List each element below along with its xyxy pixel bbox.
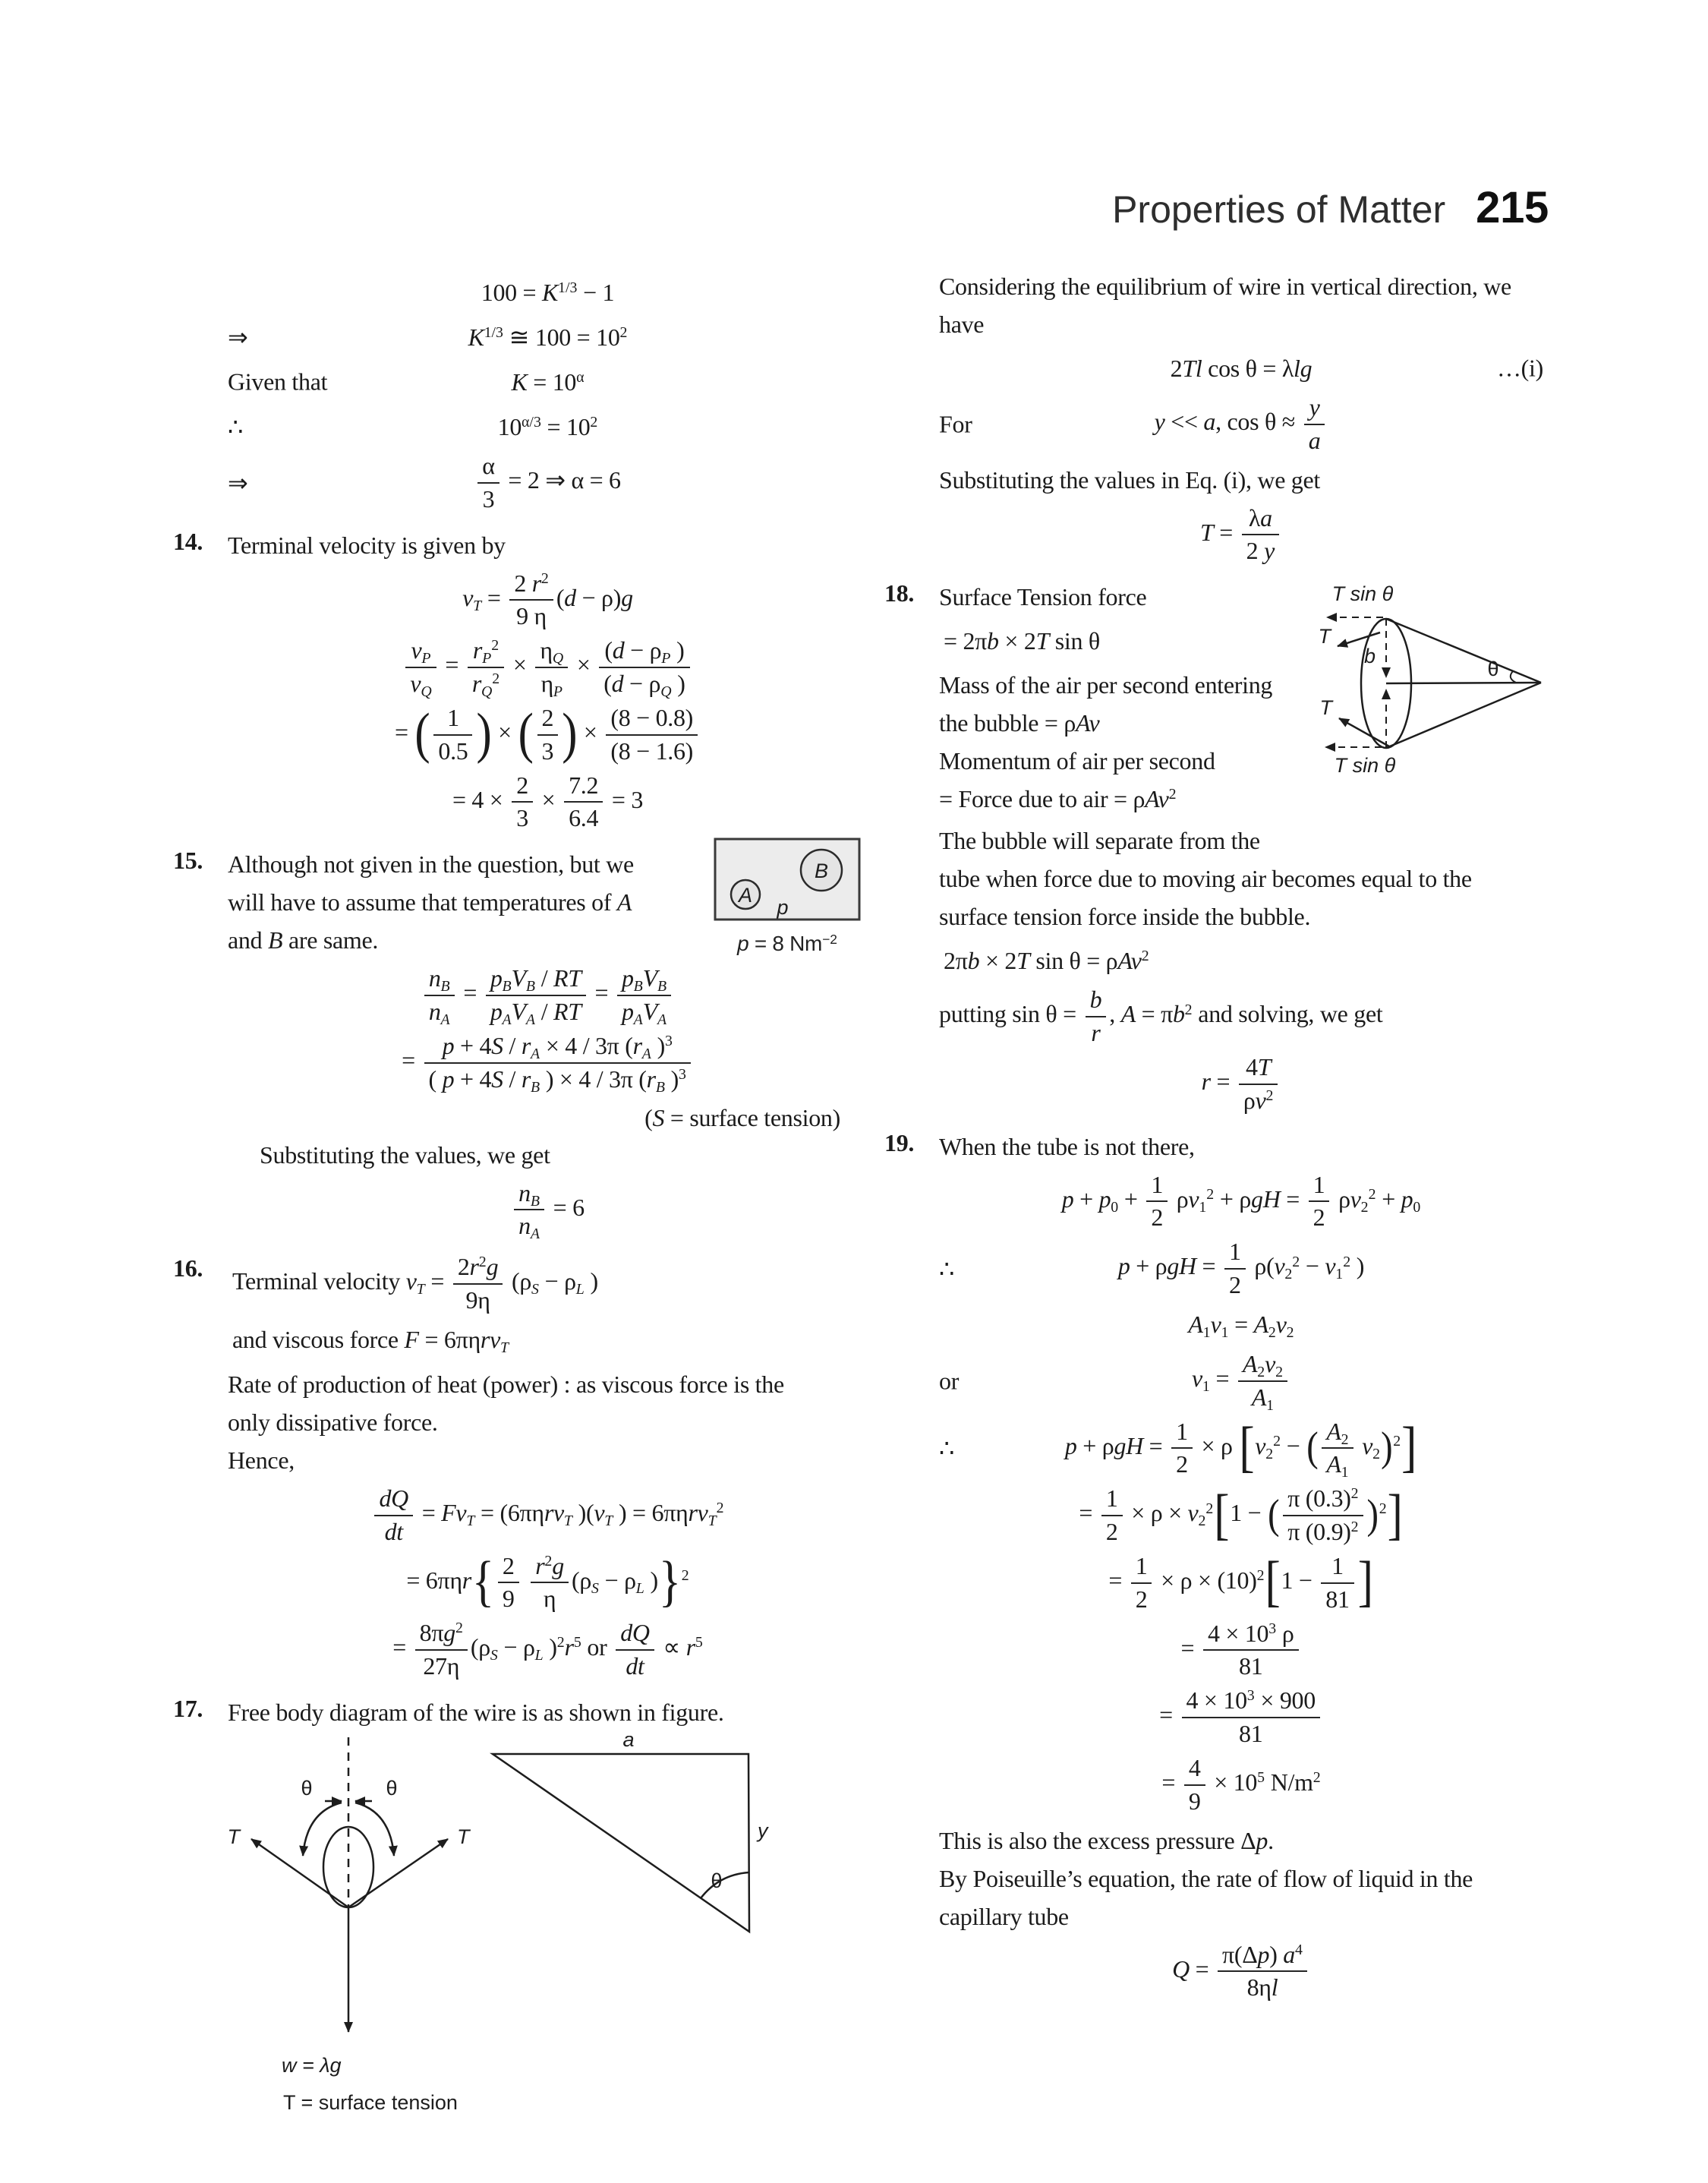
item-number-14: 14. xyxy=(173,527,203,555)
equation: T = $\frac{\lambda a}{2 y}$ xyxy=(1196,504,1287,566)
text-line: The bubble will separate from the xyxy=(939,827,1260,855)
figure-free-body-diagram xyxy=(173,1736,868,2115)
equation-row xyxy=(228,273,868,312)
item-14 xyxy=(173,526,868,834)
equation: $\frac{v_P}{v_Q}$ = $\frac{r_P^2}{r_Q^2}$ × $\frac{\eta_Q}{\eta_P}$ × $\frac{(d - \rho_P )}{(d - \rho_Q )}$ xyxy=(398,636,697,699)
equation-row xyxy=(939,349,1543,388)
item-15-substituting: Substituting the values, we get xyxy=(260,1140,550,1169)
text-line: capillary tube xyxy=(939,1902,1069,1930)
equation: $100 = K^{1/3} - 1$ xyxy=(481,278,615,306)
item-14-intro: Terminal velocity is given by xyxy=(228,531,506,559)
equation-row xyxy=(939,1418,1543,1480)
item-number-18: 18. xyxy=(884,579,915,607)
item-18-putting: putting sin θ = $\frac{b}{r}$ , $A = \pi b^2$ and solving, we get xyxy=(939,986,1383,1047)
item-15-text xyxy=(228,845,699,959)
equation: = 2πb × 2T sin θ xyxy=(944,626,1100,655)
equation: 2Tl cos θ = λlg xyxy=(1170,354,1313,382)
equation-row xyxy=(228,1179,868,1241)
item-number-15: 15. xyxy=(173,847,203,875)
item-number-17: 17. xyxy=(173,1694,203,1722)
equation-row xyxy=(228,1032,868,1094)
item-16-hence: Hence, xyxy=(228,1446,295,1474)
equation-row xyxy=(939,621,1543,661)
theta-label-left: θ xyxy=(301,1776,313,1800)
equation-row xyxy=(939,1552,1543,1614)
triangle-angle-arc xyxy=(701,1872,748,1898)
tension-arrow-right xyxy=(348,1839,448,1907)
theta-label-right: θ xyxy=(386,1776,398,1800)
item-17 xyxy=(173,1693,868,2115)
text-line: surface tension force inside the bubble. xyxy=(939,903,1311,931)
item-number-16: 16. xyxy=(173,1254,203,1282)
equation: p + ρgH = $\frac{1}{2}$ × ρ [ $v_2^2$ − ( $\frac{A_2}{A_1}$ $v_2$ ) $^2$ ] xyxy=(1064,1416,1417,1481)
item-15-text-and-figure xyxy=(228,845,868,959)
equation-label: ∴ xyxy=(939,1255,955,1283)
angle-arc-left xyxy=(303,1803,342,1856)
equation-row xyxy=(228,704,868,766)
weight-label: w = λg xyxy=(282,2053,342,2077)
tension-symbol: T xyxy=(283,2090,296,2114)
text-line: = Force due to air = ρAv$^2$ xyxy=(939,785,1177,813)
equation: $v_1$ = $\frac{A_2v_2}{A_1}$ xyxy=(1187,1350,1295,1412)
page-header xyxy=(0,182,1549,233)
figure-bubble-cone-wrap xyxy=(1287,581,1552,786)
equation: = $\frac{1}{2}$ × $\rho \times v_2^2$ [ 1 − ( $\frac{\pi (0.3)^2}{\pi (0.9)^2}$ ) $^2$ ] xyxy=(1079,1484,1403,1546)
equation-row xyxy=(228,1320,868,1360)
text-line: and B are same. xyxy=(228,926,379,954)
equation: $K = 10^\alpha$ xyxy=(511,368,585,396)
cone-lower-line xyxy=(1386,683,1541,748)
equation-label: ∴ xyxy=(228,413,244,440)
equation-row xyxy=(228,771,868,834)
equation: $\frac{dQ}{dt}$ = $Fv_T = (6\pi\eta rv_T$ )($v_T$ ) = 6πηrv$_T^2$ xyxy=(367,1484,728,1547)
equation-row xyxy=(939,1350,1543,1412)
figure-caption: p = 8 $Nm^{-2}$ xyxy=(737,931,837,956)
surface-tension-note: (S = surface tension) xyxy=(644,1103,840,1131)
equation: $\frac{\alpha}{3}$ = 2 ⇒ α = 6 xyxy=(470,452,626,514)
pressure-label: p xyxy=(777,896,789,920)
figure-bubble-cone xyxy=(1287,581,1552,786)
tension-label-right: T xyxy=(457,1825,470,1848)
tsin-label-bottom: T sin θ xyxy=(1334,754,1396,778)
item-18-eq1 xyxy=(939,621,1543,661)
equation: $\frac{n_B}{n_A}$ = 6 xyxy=(506,1179,589,1241)
item-15-equations xyxy=(228,964,868,1096)
equation-row xyxy=(939,1620,1543,1682)
equation: $K^{1/3}$ ≅ $100 = 10^2$ xyxy=(468,323,628,351)
equation-row xyxy=(228,1552,868,1614)
tension-text: = surface tension xyxy=(295,2090,458,2114)
tension-definition xyxy=(283,2091,458,2114)
item-18-result xyxy=(939,1053,1543,1115)
equation-row xyxy=(228,1484,868,1547)
equation-row xyxy=(228,362,868,402)
equation: $v_T$ = $\frac{2 r^2}{9 \eta}$ (d − ρ)g xyxy=(462,569,633,630)
tension-label-left: T xyxy=(227,1825,240,1848)
equation: = 4 × $\frac{2}{3}$ × $\frac{7.2}{6.4}$ = 3 xyxy=(452,771,644,832)
left-column xyxy=(173,267,868,2115)
apex-theta-label: θ xyxy=(1487,658,1499,681)
tension-arrow-left xyxy=(251,1839,348,1907)
equation: and viscous force F = 6πηrv$_T$ xyxy=(232,1326,509,1357)
triangle-y-label: y xyxy=(758,1819,768,1842)
equation-row xyxy=(939,504,1543,566)
equation-label: or xyxy=(939,1367,960,1395)
text-line: This is also the excess pressure Δp. xyxy=(939,1826,1274,1854)
chapter-title: Properties of Matter xyxy=(1112,188,1446,231)
triangle-theta-label: θ xyxy=(711,1869,723,1892)
equation: = ( $\frac{1}{0.5}$ ) × ( $\frac{2}{3}$ ) × $\frac{(8 - 0.8)}{(8 - 1.6)}$ xyxy=(390,704,705,766)
text-line: Considering the equilibrium of wire in vertical direction, we xyxy=(939,273,1511,300)
text-line: tube when force due to moving air becomes equal to the xyxy=(939,865,1472,893)
equation: = $\frac{4}{9}$ × $10^5$ $N/m^2$ xyxy=(1161,1753,1321,1815)
text-line: Rate of production of heat (power) : as viscous force is the xyxy=(228,1370,784,1398)
tension-result xyxy=(939,504,1543,566)
bubble-a-label: A xyxy=(738,884,753,907)
item-16-lead-equations xyxy=(228,1253,868,1360)
equation: 2πb × 2T sin θ = ρAv$^2$ xyxy=(944,946,1149,974)
equation: Q = $\frac{\pi(\Delta p) a^4}{8\eta l}$ xyxy=(1168,1941,1315,2003)
equation: = $\frac{4 \times 10^3 \rho}{81}$ xyxy=(1177,1620,1306,1682)
equation: p + ρgH = $\frac{1}{2}$ $\rho(v_2^2 - v_1^2$ ) xyxy=(1117,1238,1365,1299)
item-18-para3 xyxy=(939,822,1543,935)
item-15 xyxy=(173,845,868,1241)
equation: Terminal velocity $v_T$ = $\frac{2r^2g}{9\eta}$ ($\rho_S - \rho_L$ ) xyxy=(232,1253,598,1314)
equation-row xyxy=(228,636,868,699)
equation: $p + p_0$ + $\frac{1}{2}$ $\rho v_1^2 + \rho gH$ = $\frac{1}{2}$ $\rho v_2^2 + p_0$ xyxy=(1061,1170,1421,1232)
equation-row xyxy=(939,1754,1543,1816)
equation-label: ∴ xyxy=(939,1434,955,1462)
equation: = $\frac{8\pi g^2}{27\eta}$ ($\rho_S - \rho_L$ )$^2r^5$ or $\frac{dQ}{dt}$ ∝ $r^5$ xyxy=(392,1619,703,1680)
item-19-intro: When the tube is not there, xyxy=(939,1132,1195,1160)
text-line: the bubble = ρAv xyxy=(939,709,1100,737)
equation: = 6πηr { $\frac{2}{9}$ $\frac{r^2g}{\eta}$ ($\rho_S - \rho_L$ ) } $^2$ xyxy=(406,1550,689,1614)
equation-row xyxy=(939,1171,1543,1233)
equation: = $\frac{1}{2}$ × $\rho \times (10)^2$ [ 1 − $\frac{1}{81}$ ] xyxy=(1108,1550,1373,1614)
equation-row xyxy=(228,1253,868,1315)
equilibrium-equations xyxy=(939,349,1543,456)
equation-row xyxy=(939,1053,1543,1115)
item-14-equations xyxy=(228,569,868,834)
equilibrium-text xyxy=(939,267,1543,343)
equation-row xyxy=(228,407,868,446)
two-bubbles-diagram xyxy=(707,836,868,927)
triangle xyxy=(493,1754,749,1932)
text-line: only dissipative force. xyxy=(228,1408,438,1436)
equation-label: Given that xyxy=(228,368,328,396)
equation: $\frac{n_B}{n_A}$ = $p_BV_B$ / RT $p_AV_A$ / RT = $p_BV_B$ $p_AV_A$ xyxy=(417,964,679,1027)
tension-arrow-bottom xyxy=(1339,718,1389,746)
equation-row xyxy=(228,1619,868,1681)
equation: $A_1v_1 = A_2v_2$ xyxy=(1188,1311,1294,1342)
equation-row xyxy=(939,1941,1543,2003)
item-19-equations xyxy=(939,1171,1543,1816)
tension-label-bottom: T xyxy=(1319,696,1332,720)
text-line: Mass of the air per second entering xyxy=(939,671,1273,699)
text-line: Momentum of air per second xyxy=(939,747,1215,775)
item-18-eq2 xyxy=(939,941,1543,980)
triangle-a-label: a xyxy=(622,1735,635,1751)
equation-tag: …(i) xyxy=(1496,354,1543,382)
item-16 xyxy=(173,1253,868,1681)
item-19-poiseuille-eq xyxy=(939,1941,1543,2003)
bubble-b-label: B xyxy=(814,860,829,883)
item-17-intro: Free body diagram of the wire is as shown in figure. xyxy=(228,1698,724,1726)
equation-row xyxy=(939,1484,1543,1547)
substituting-line: Substituting the values in Eq. (i), we get xyxy=(939,465,1320,494)
carryover-equations xyxy=(173,273,868,514)
page-number: 215 xyxy=(1476,183,1549,232)
text-line: Although not given in the question, but we xyxy=(228,850,634,879)
equation: $10^{\alpha/3} = 10^2$ xyxy=(497,412,598,440)
equation: = $\frac{4 \times 10^3 \times 900}{81}$ xyxy=(1155,1686,1328,1749)
radius-b-label: b xyxy=(1363,645,1376,668)
item-19 xyxy=(884,1128,1543,2003)
equation-row xyxy=(939,941,1543,980)
item-16-equations xyxy=(228,1484,868,1681)
item-18 xyxy=(884,578,1543,1115)
figure-two-bubbles xyxy=(707,836,868,956)
text-line: By Poiseuille’s equation, the rate of flow of liquid in the xyxy=(939,1864,1473,1892)
equation-label: For xyxy=(939,410,972,438)
item-18-title: Surface Tension force xyxy=(939,583,1147,611)
text-line: will have to assume that temperatures of A xyxy=(228,888,632,916)
item-15-result xyxy=(228,1179,868,1241)
item-16-text xyxy=(228,1365,868,1441)
equation-row xyxy=(228,452,868,514)
equation: = $\frac{p + 4S / r_A \times 4 / 3\pi (r_A )^3}{( p + 4S / r_B ) \times 4 / 3\pi (r_B )^3}$ xyxy=(397,1032,698,1094)
wire-equilibrium-block xyxy=(884,267,1543,566)
right-column xyxy=(884,267,1543,2008)
equation: y << a, cos θ ≈ $\frac{y}{a}$ xyxy=(1150,393,1333,456)
text-line: have xyxy=(939,311,985,338)
equation-label: ⇒ xyxy=(228,468,248,497)
item-number-19: 19. xyxy=(884,1128,915,1156)
tension-label-top: T xyxy=(1318,625,1331,648)
equation-label: ⇒ xyxy=(228,323,248,351)
equation-row xyxy=(939,1305,1543,1345)
tsin-label-top: T sin θ xyxy=(1331,582,1394,606)
equation-row xyxy=(939,1686,1543,1749)
equation-row xyxy=(939,393,1543,456)
equation-row xyxy=(939,1238,1543,1300)
equation: r = $\frac{4T}{\rho v^2}$ xyxy=(1197,1053,1286,1115)
equation-row xyxy=(228,317,868,357)
item-19-text xyxy=(939,1822,1543,1935)
equation-row xyxy=(228,569,868,632)
angle-arc-right xyxy=(355,1803,394,1856)
equation-row xyxy=(228,964,868,1027)
